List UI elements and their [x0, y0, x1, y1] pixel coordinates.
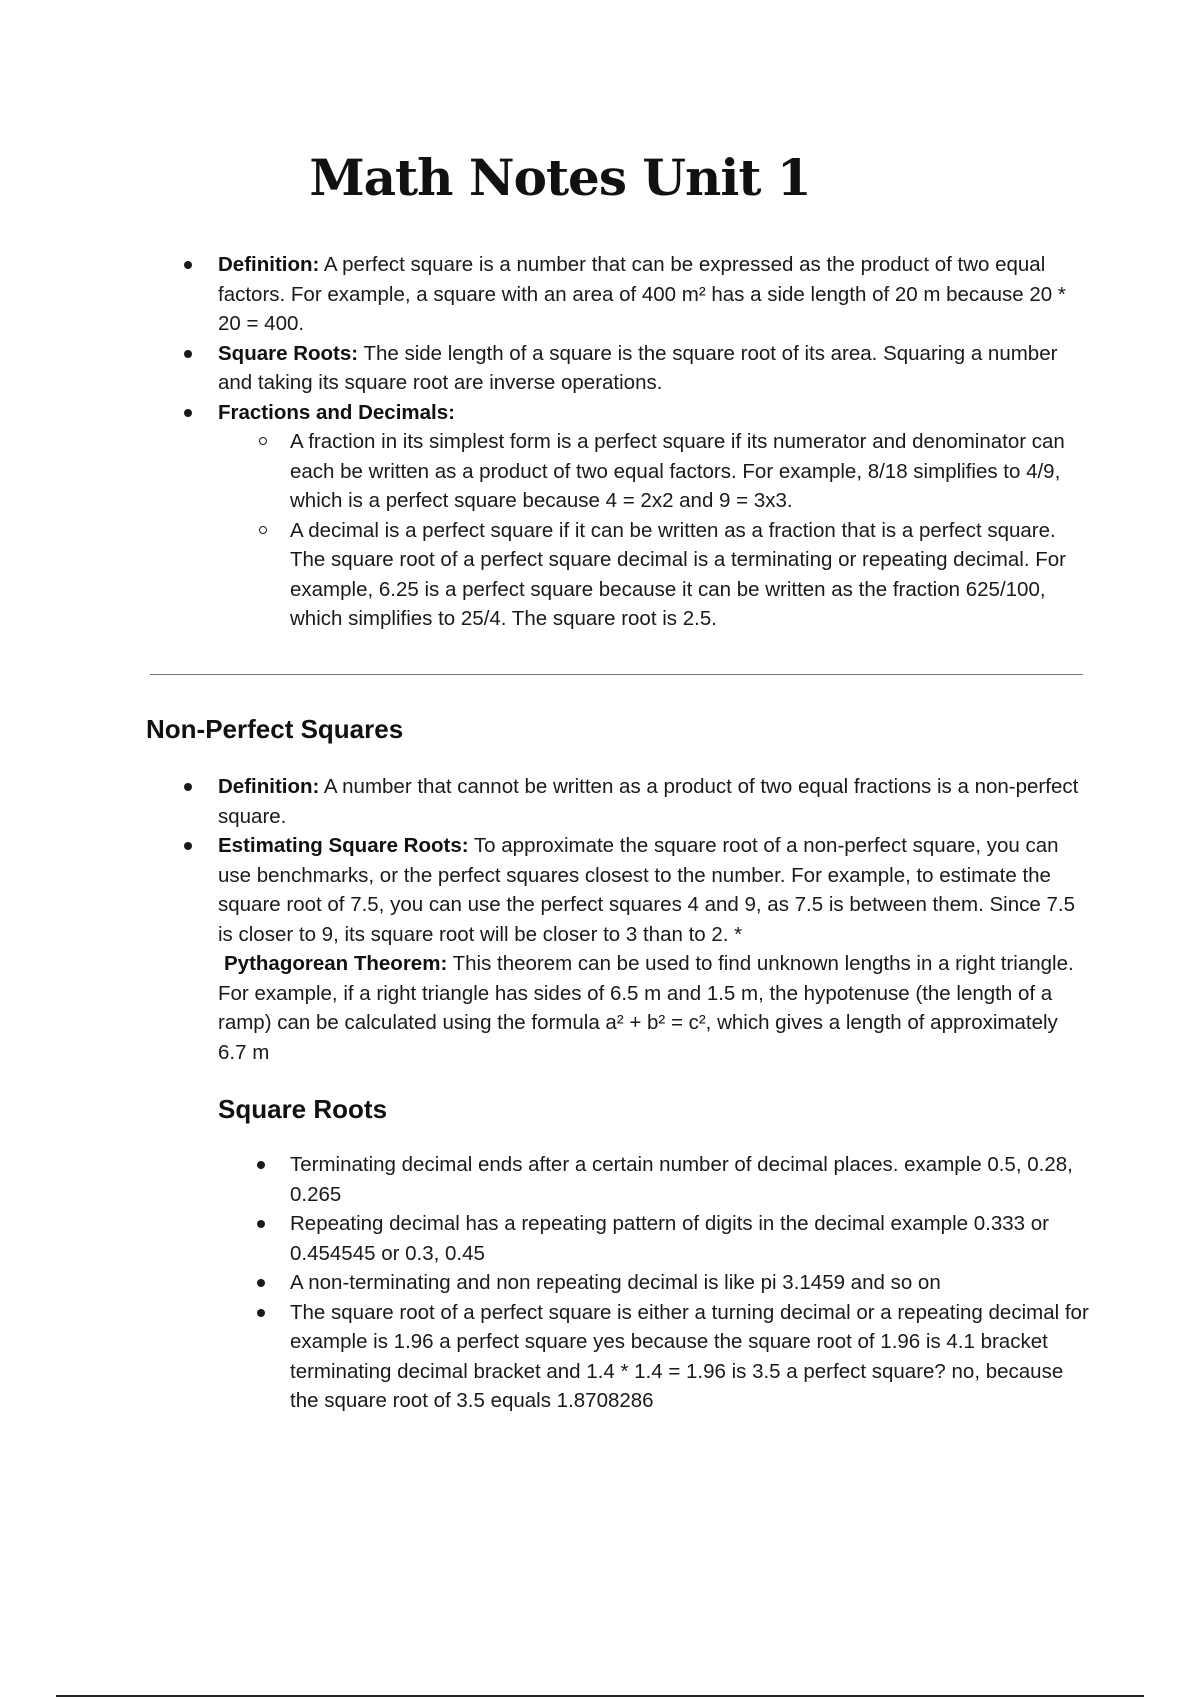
perfect-squares-list	[0, 250, 1200, 634]
non-perfect-squares-list	[0, 772, 1200, 1067]
list-item: Repeating decimal has a repeating pattern of digits in the decimal example 0.333 or 0.454545 or 0.3, 0.45	[0, 1209, 1090, 1268]
square-roots-list	[0, 1150, 1200, 1416]
square-roots-label: Square Roots:	[218, 341, 359, 365]
page-title: Math Notes Unit 1	[309, 148, 811, 207]
horizontal-divider	[150, 674, 1083, 675]
list-item: Terminating decimal ends after a certain number of decimal places. example 0.5, 0.28, 0.265	[0, 1150, 1090, 1209]
sub-item-fraction: A fraction in its simplest form is a perfect square if its numerator and denominator can each be written as a product of two equal factors. For example, 8/18 simplifies to 4/9, which is a perfect square because 4 = 2x2 and 9 = 3x3.	[290, 427, 1090, 516]
list-item: The square root of a perfect square is either a turning decimal or a repeating decimal for example is 1.96 a perfect square yes because the square root of 1.96 is 4.1 bracket terminating decimal bracket and 1.4 * 1.4 = 1.96 is 3.5 a perfect square? no, because the square root of 3.5 equals 1.8708286	[0, 1298, 1090, 1416]
non-perfect-squares-heading: Non-Perfect Squares	[146, 714, 404, 744]
square-roots-text: The side length of a square is the square root of its area. Squaring a number and taking its square root are inverse operations.	[218, 341, 1058, 394]
page-bottom-divider	[56, 1695, 1144, 1697]
estimating-text: To approximate the square root of a non-perfect square, you can use benchmarks, or the perfect squares closest to the number. For example, to estimate the square root of 7.5, you can use the perfect squares 4 and 9, as 7.5 is between them. Since 7.5 is closer to 9, its square root will be closer to 3 than to 2. *	[218, 834, 1075, 946]
fractions-decimals-sublist	[218, 427, 1088, 634]
list-item-square-roots	[0, 339, 1088, 398]
non-perfect-squares-section	[0, 772, 1200, 1067]
square-roots-heading: Square Roots	[218, 1094, 388, 1124]
sub-item-decimal: A decimal is a perfect square if it can be written as a fraction that is a perfect square. The square root of a perfect square decimal is a terminating or repeating decimal. For example, 6.25 is a perfect square because it can be written as the fraction 625/100, which simplifies to 25/4. The square root is 2.5.	[290, 516, 1090, 634]
np-definition-label: Definition:	[218, 775, 320, 798]
np-definition-text: A number that cannot be written as a product of two equal fractions is a non-perfect square.	[218, 775, 1079, 828]
list-item-estimating	[0, 831, 1088, 1067]
list-item-np-definition	[0, 772, 1088, 831]
pythagorean-text: This theorem can be used to find unknown lengths in a right triangle. For example, if a right triangle has sides of 6.5 m and 1.5 m, the hypotenuse (the length of a ramp) can be calculated using the formula a² + b² = c², which gives a length of approximately 6.7 m	[218, 952, 1074, 1064]
definition-label: Definition:	[218, 253, 320, 276]
list-item: A non-terminating and non repeating decimal is like pi 3.1459 and so on	[0, 1268, 1090, 1298]
list-item-fractions-decimals	[0, 398, 1088, 634]
perfect-squares-section	[0, 250, 1200, 634]
estimating-label: Estimating Square Roots:	[218, 834, 469, 857]
fractions-decimals-label: Fractions and Decimals:	[218, 400, 455, 424]
definition-text: A perfect square is a number that can be expressed as the product of two equal factors. For example, a square with an area of 400 m² has a side length of 20 m because 20 * 20 = 400.	[218, 253, 1066, 335]
square-roots-section	[0, 1150, 1200, 1416]
list-item-definition	[0, 250, 1088, 339]
pythagorean-label: Pythagorean Theorem:	[224, 952, 448, 975]
